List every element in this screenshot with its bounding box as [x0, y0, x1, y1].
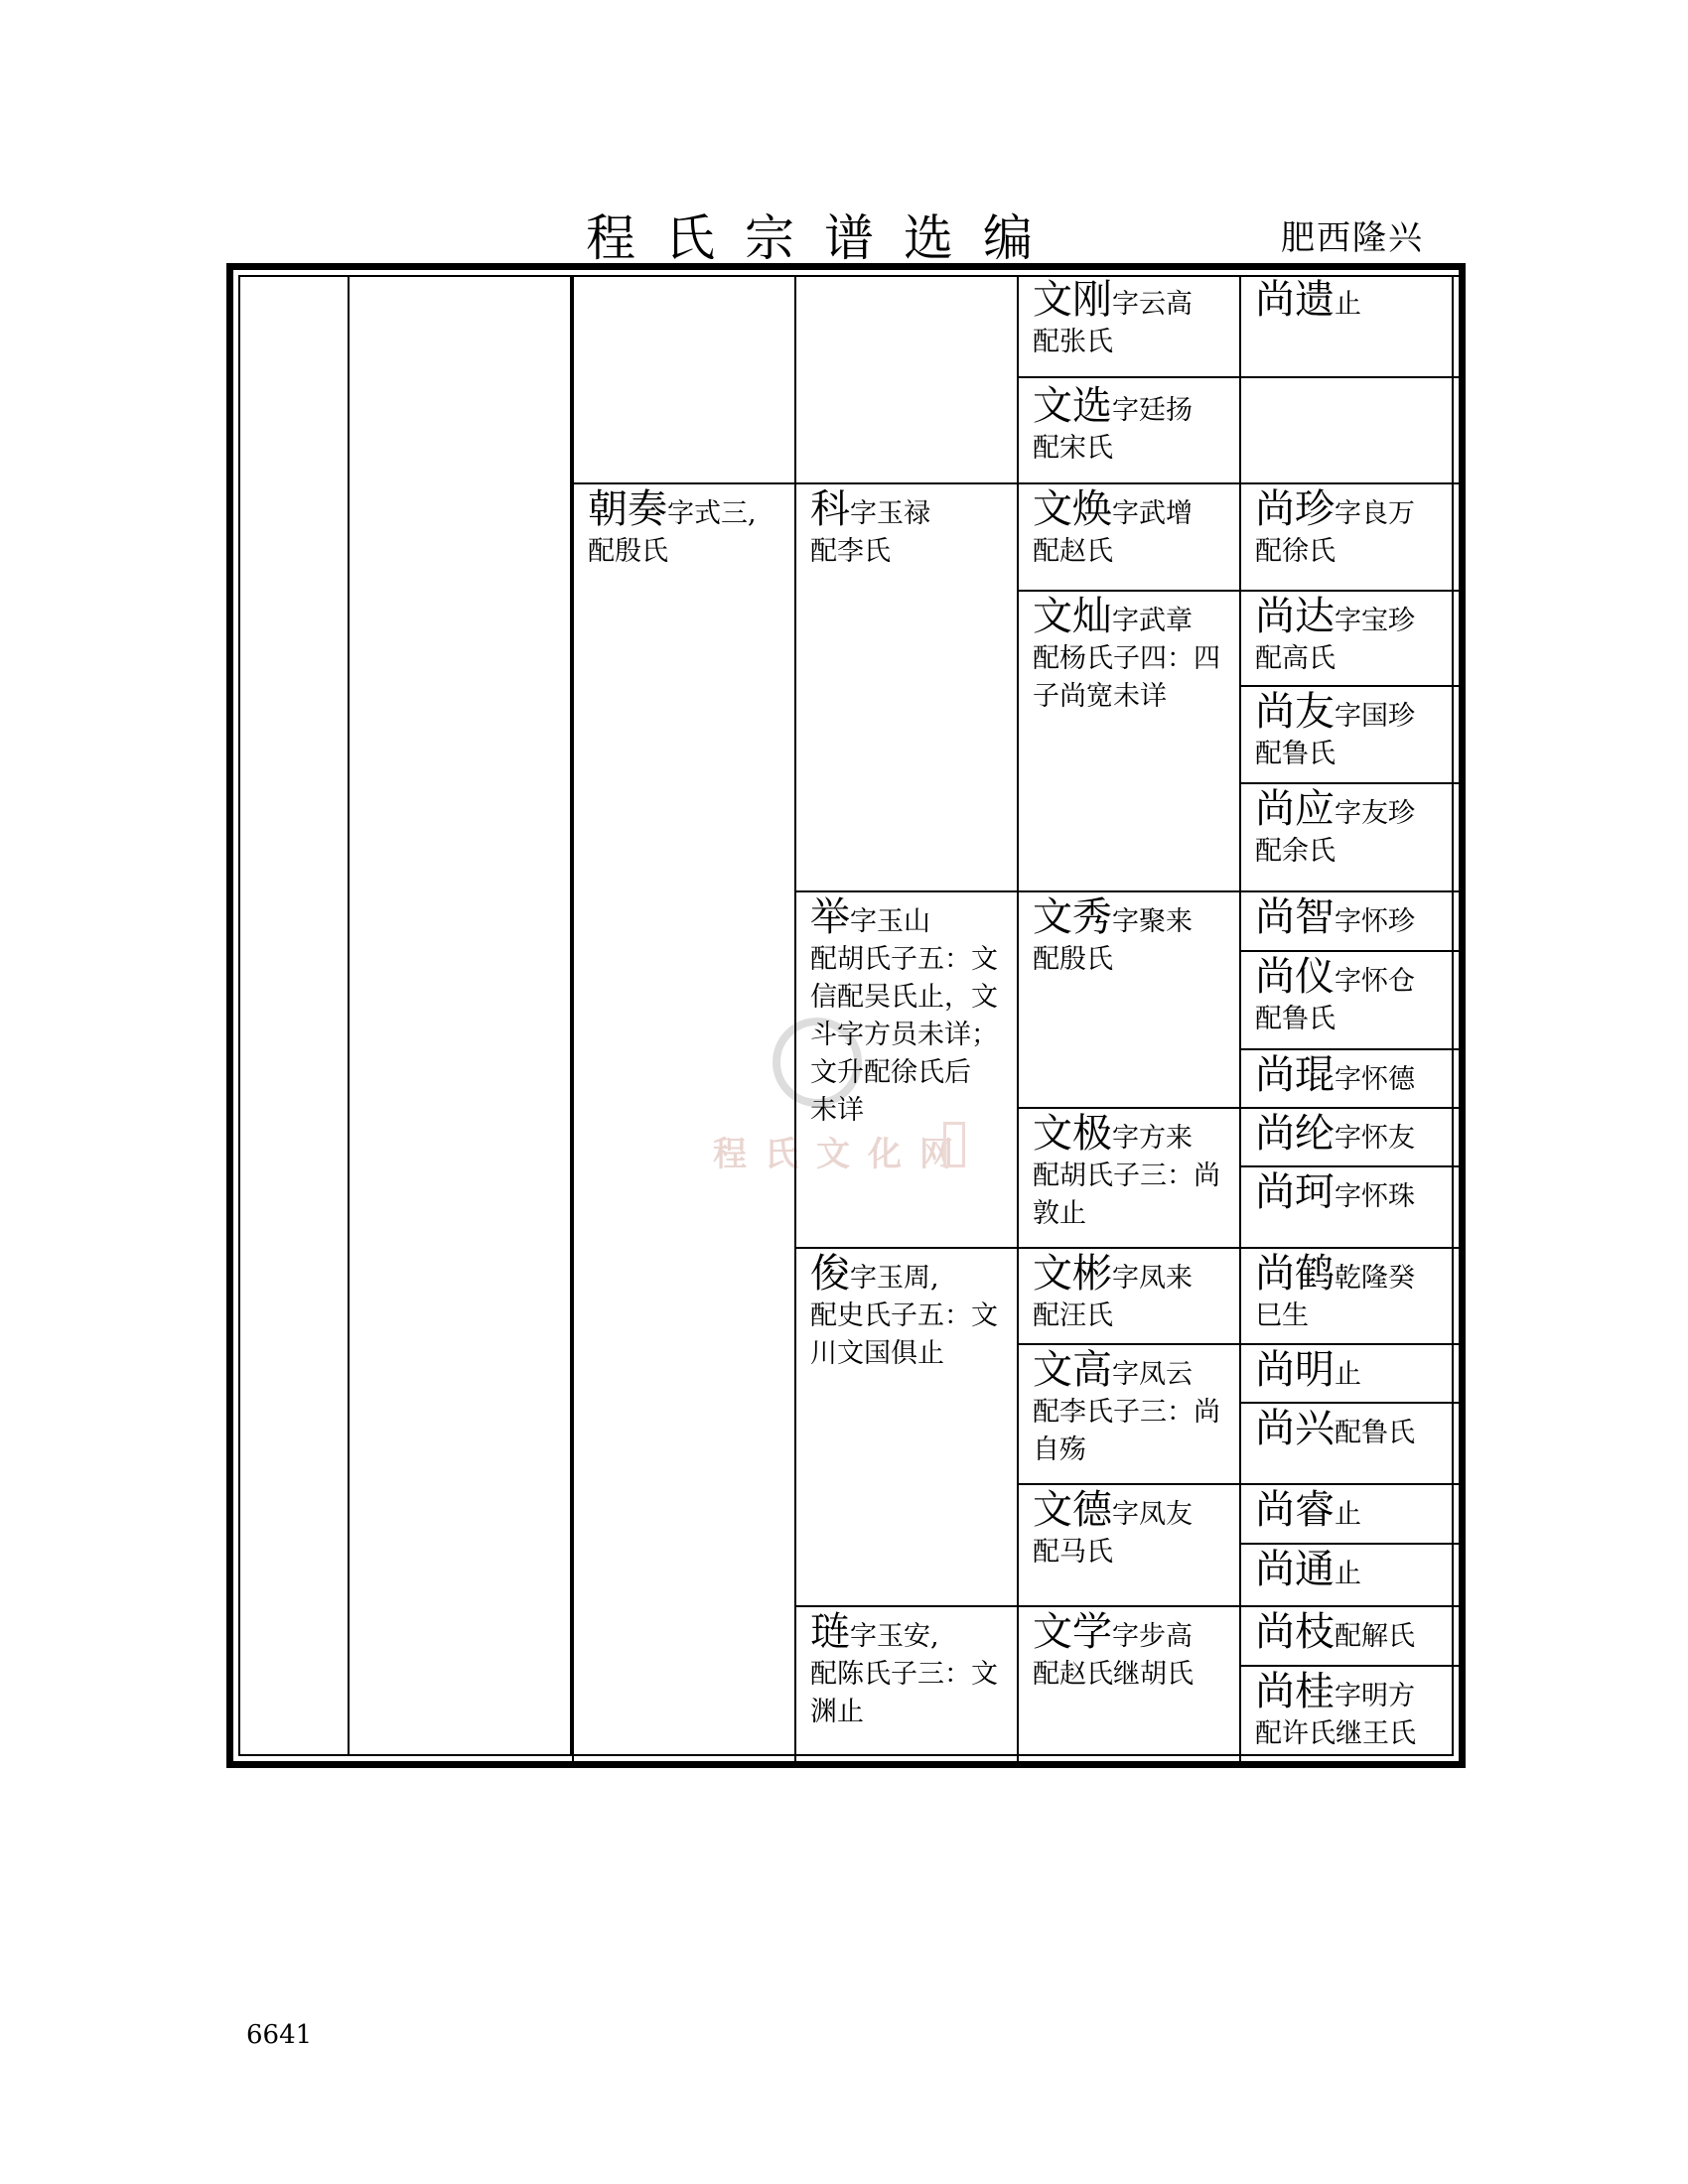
gen7-cell-empty — [1239, 376, 1462, 484]
c6-wengang: 文刚字云高 配张氏 — [1033, 277, 1193, 357]
c7-shangrui: 尚睿止 — [1255, 1487, 1361, 1533]
c5-jun: 俊字玉周, 配史氏子五：文 川文国俱止 — [810, 1251, 998, 1369]
c7-shangyi2: 尚仪字怀仓 配鲁氏 — [1255, 954, 1415, 1034]
c7-shangyou: 尚友字国珍 配鲁氏 — [1255, 689, 1415, 769]
c6-wenji: 文极字方来 配胡氏子三：尚 敦止 — [1033, 1111, 1220, 1229]
c7-shangxing: 尚兴配鲁氏 — [1255, 1406, 1415, 1451]
c6-wencan: 文灿字武章 配杨氏子四：四 子尚宽未详 — [1033, 594, 1220, 712]
region-label: 肥西隆兴 — [1281, 218, 1424, 258]
watermark-text: 程氏文化网 — [713, 1135, 971, 1174]
c6-wenxue: 文学字步高 配赵氏继胡氏 — [1033, 1609, 1194, 1690]
c5-ju: 举字玉山 配胡氏子五：文 信配吴氏止，文 斗字方员未详； 文升配徐氏后 未详 — [810, 894, 998, 1126]
c6-wende: 文德字凤友 配马氏 — [1033, 1487, 1193, 1568]
c7-shangzhi: 尚智字怀珍 — [1255, 894, 1415, 940]
c4-chaozou: 朝奏字式三, 配殷氏 — [588, 486, 757, 567]
c6-wenxuan: 文选字廷扬 配宋氏 — [1033, 383, 1193, 464]
gen4-cell — [572, 482, 796, 1768]
page-number: 6641 — [246, 2020, 313, 2050]
genealogy-table-frame — [226, 263, 1466, 1768]
c7-shanglun: 尚纶字怀友 — [1255, 1111, 1415, 1157]
c5-ke: 科字玉禄 配李氏 — [810, 486, 930, 567]
c6-wenhuan: 文焕字武增 配赵氏 — [1033, 486, 1193, 567]
c7-shangtong: 尚通止 — [1255, 1547, 1361, 1592]
c7-shangyi: 尚遗止 — [1255, 277, 1361, 323]
c7-shangke: 尚珂字怀珠 — [1255, 1169, 1415, 1215]
c7-shanggui: 尚桂字明方 配许氏继王氏 — [1255, 1669, 1416, 1749]
c6-wenxiu: 文秀字聚来 配殷氏 — [1033, 894, 1193, 975]
gen5-cell — [794, 275, 1019, 484]
c5-lian: 琏字玉安, 配陈氏子三：文 渊止 — [810, 1609, 998, 1727]
genealogy-table — [238, 275, 1454, 1756]
c7-shangzhi2: 尚枝配解氏 — [1255, 1609, 1415, 1655]
c7-shangkun: 尚琨字怀德 — [1255, 1052, 1415, 1098]
page-title: 程氏宗谱选编 — [586, 209, 1062, 267]
c6-wenbin: 文彬字凤来 配汪氏 — [1033, 1251, 1193, 1331]
c7-shangda: 尚达字宝珍 配高氏 — [1255, 594, 1415, 674]
c7-shangying: 尚应字友珍 配余氏 — [1255, 786, 1415, 867]
c7-shangzhen: 尚珍字良万 配徐氏 — [1255, 486, 1415, 567]
c6-wengao: 文高字凤云 配李氏子三：尚 自殇 — [1033, 1347, 1220, 1465]
c7-shangming: 尚明止 — [1255, 1347, 1361, 1393]
c7-shanghe: 尚鹤乾隆癸 巳生 — [1255, 1251, 1415, 1331]
column-divider — [348, 277, 350, 1754]
